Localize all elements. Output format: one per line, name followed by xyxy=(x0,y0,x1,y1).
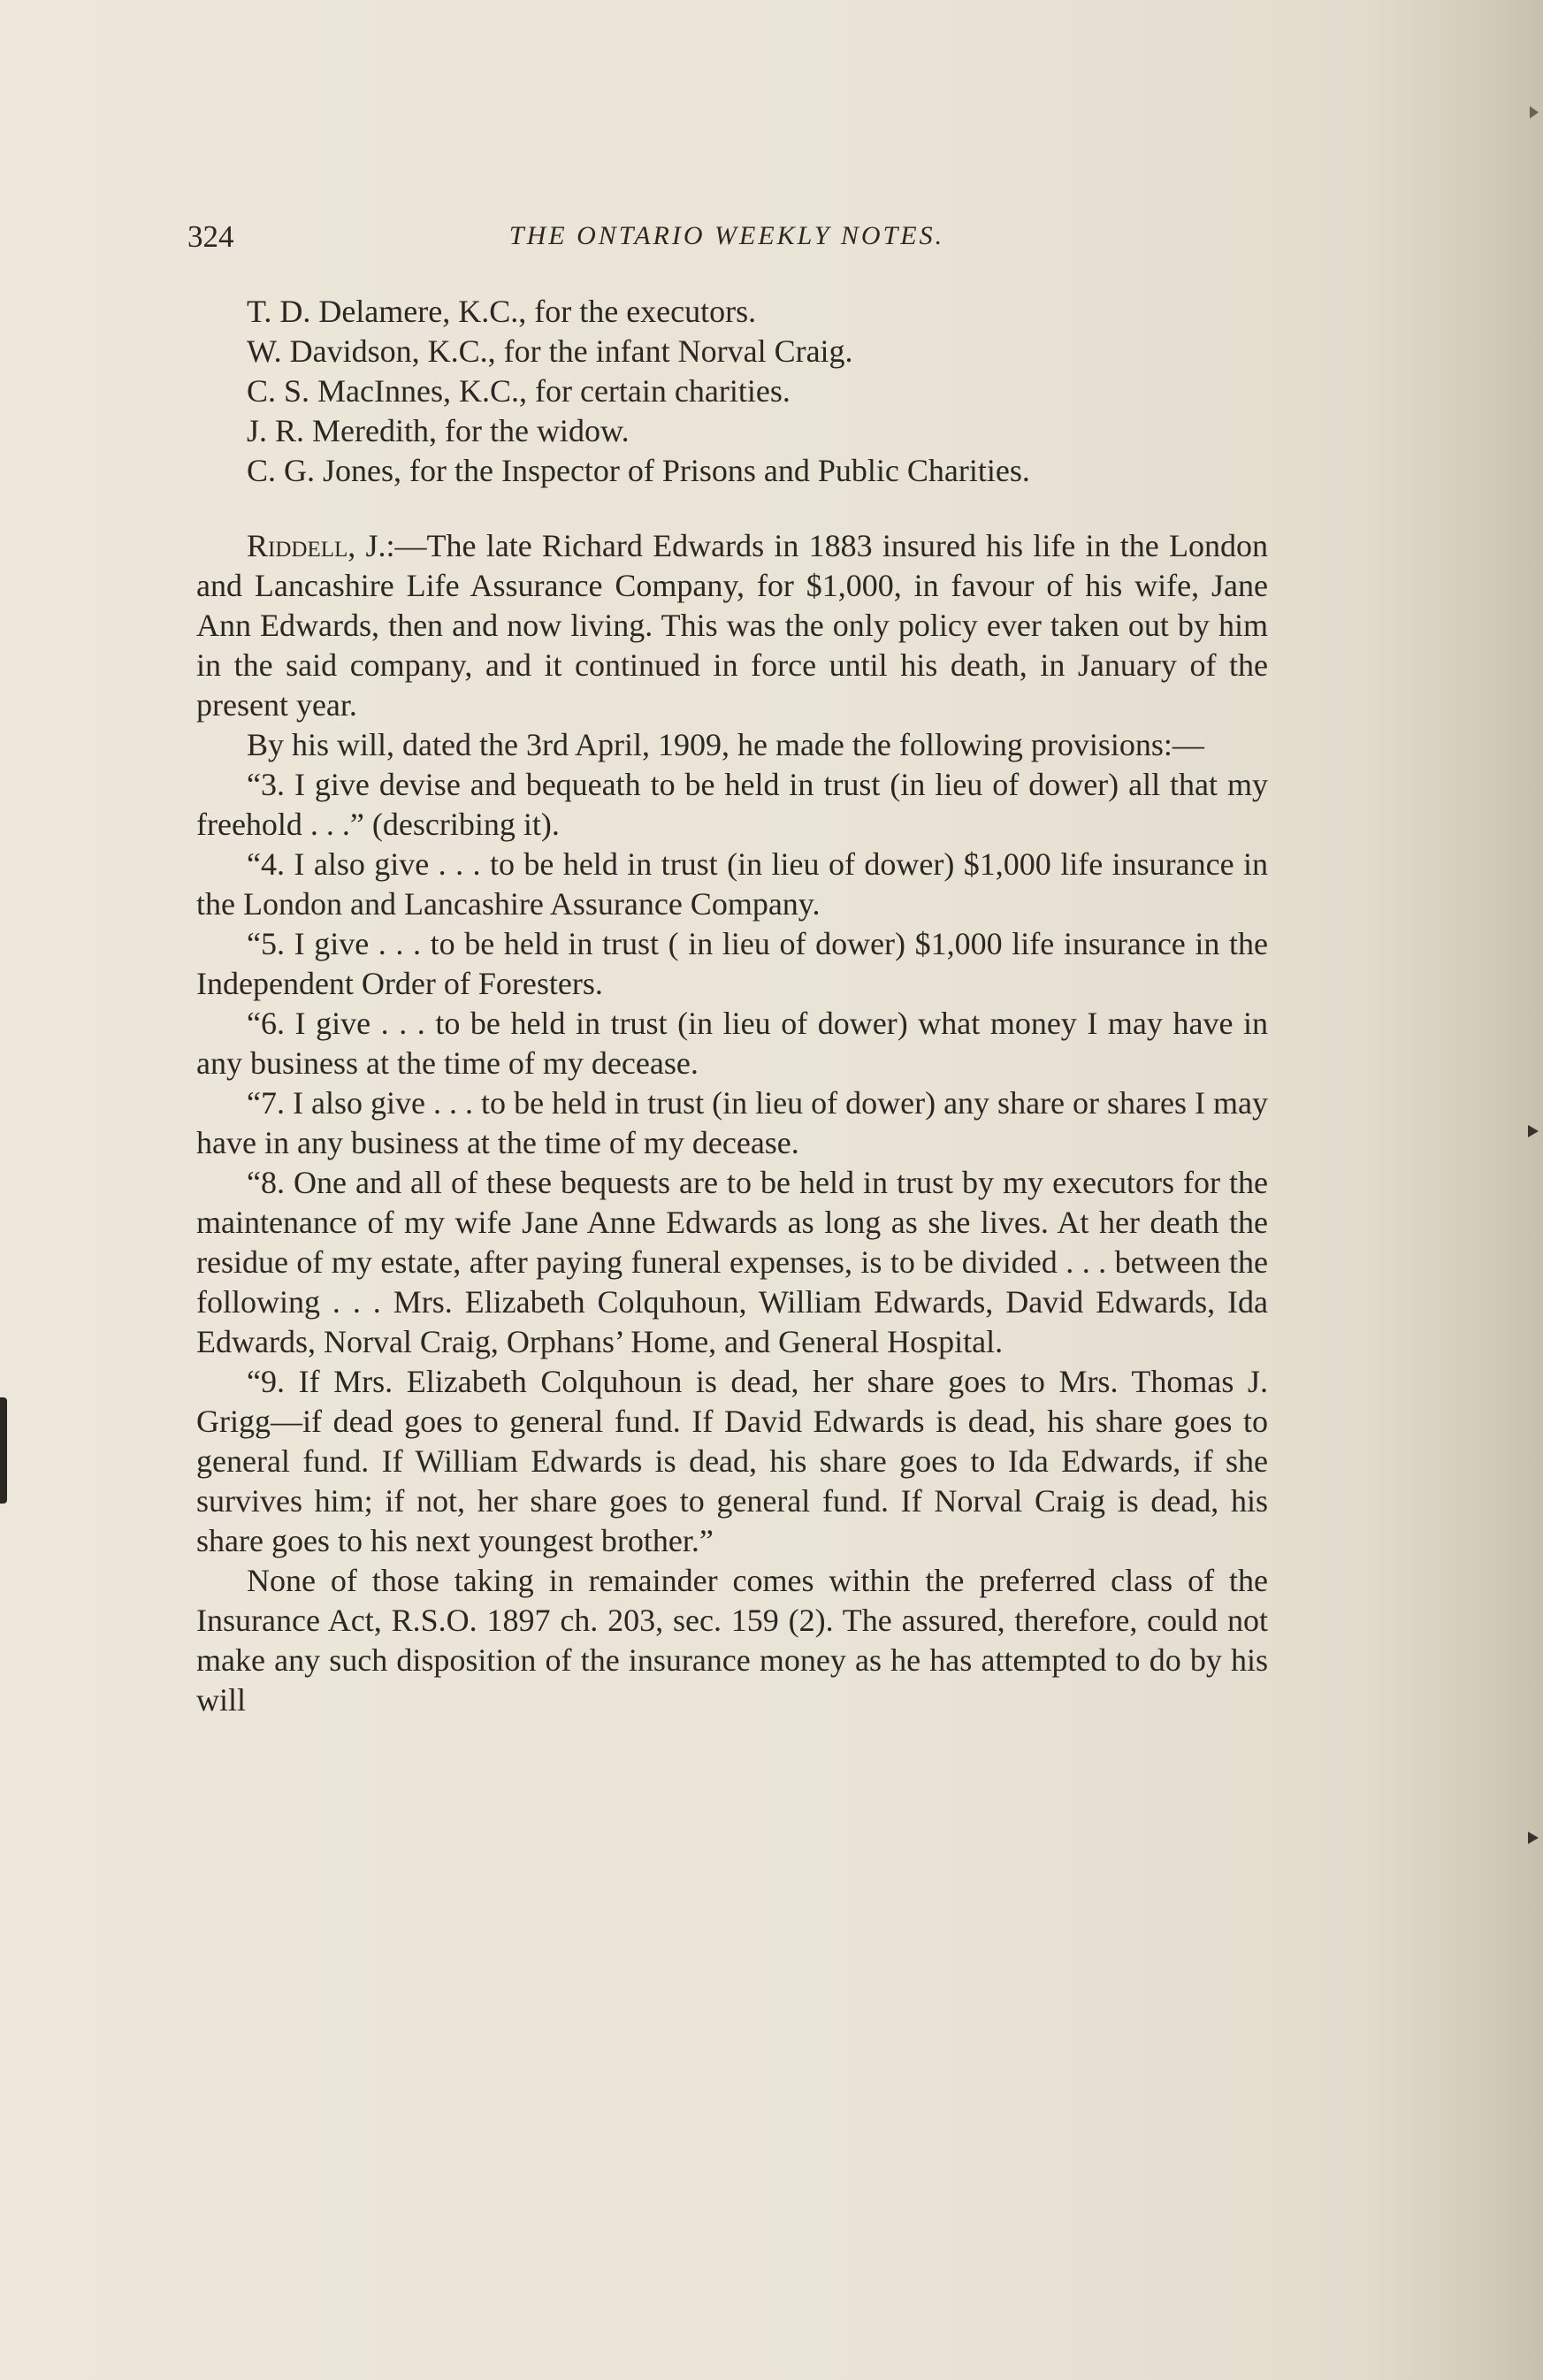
page-number: 324 xyxy=(187,219,234,254)
will-clause-7: “7. I also give . . . to be held in trust (in lieu of dower) any share or shares I may have in any business at the time of my decease. xyxy=(196,1085,1268,1160)
judgment xyxy=(196,526,1268,1720)
margin-tick-mark xyxy=(1530,106,1539,119)
opening-text: :—The late Richard Edwards in 1883 insured his life in the London and Lancashire Life Assurance Company, for $1,000, in favour of his wife, Jane Ann Edwards, then and now living. This was the only policy ever taken out by him in the said company, and it continued in force until his death, in January of the present year. xyxy=(196,528,1268,723)
binding-edge-mark xyxy=(0,1397,7,1504)
closing-paragraph: None of those taking in remainder comes within the preferred class of the Insurance Act, R.S.O. 1897 ch. 203, sec. 159 (2). The assured, therefore, could not make any such disposition of the insurance money as he has attempted to do by his will xyxy=(196,1563,1268,1718)
will-clause-9: “9. If Mrs. Elizabeth Colquhoun is dead, her share goes to Mrs. Thomas J. Grigg—if dead goes to general fund. If David Edwards is dead, his share goes to general fund. If William Edwards is dead, his share goes to Ida Edwards, if she survives him; if not, her share goes to general fund. If Norval Craig is dead, his share goes to his next youngest brother.” xyxy=(196,1364,1268,1558)
margin-tick-mark xyxy=(1528,1832,1539,1844)
will-clause-3: “3. I give devise and bequeath to be held in trust (in lieu of dower) all that my freehold . . .” (describing it). xyxy=(196,767,1268,842)
counsel-entry: C. S. MacInnes, K.C., for certain charities. xyxy=(247,373,791,409)
will-clause-4: “4. I also give . . . to be held in trust (in lieu of dower) $1,000 life insurance in the London and Lancashire Assurance Company. xyxy=(196,846,1268,922)
counsel-entry: T. D. Delamere, K.C., for the executors. xyxy=(247,294,757,329)
will-clause-8: “8. One and all of these bequests are to be held in trust by my executors for the maintenance of my wife Jane Anne Edwards as long as she lives. At her death the residue of my estate, after paying funeral expenses, is to be divided . . . between the following . . . Mrs. Elizabeth Colquhoun, William Edwards, David Edwards, Ida Edwards, Norval Craig, Orphans’ Home, and General Hospital. xyxy=(196,1165,1268,1359)
opening-paragraph xyxy=(196,526,1268,725)
page-header xyxy=(187,219,1266,272)
will-clause-6: “6. I give . . . to be held in trust (in lieu of dower) what money I may have in any business at the time of my decease. xyxy=(196,1006,1268,1081)
will-clause-5: “5. I give . . . to be held in trust ( in lieu of dower) $1,000 life insurance in the Independent Order of Foresters. xyxy=(196,926,1268,1001)
counsel-entry: J. R. Meredith, for the widow. xyxy=(247,413,630,448)
counsel-entry: W. Davidson, K.C., for the infant Norval Craig. xyxy=(247,333,853,369)
will-intro-paragraph: By his will, dated the 3rd April, 1909, he made the following provisions:— xyxy=(247,727,1204,762)
judge-name: Riddell, J. xyxy=(247,528,386,563)
body-text xyxy=(196,292,1268,1720)
counsel-list xyxy=(247,292,1268,491)
counsel-entry: C. G. Jones, for the Inspector of Prisons and Public Charities. xyxy=(247,453,1030,488)
running-title: THE ONTARIO WEEKLY NOTES. xyxy=(508,221,945,250)
margin-tick-mark xyxy=(1528,1125,1539,1137)
